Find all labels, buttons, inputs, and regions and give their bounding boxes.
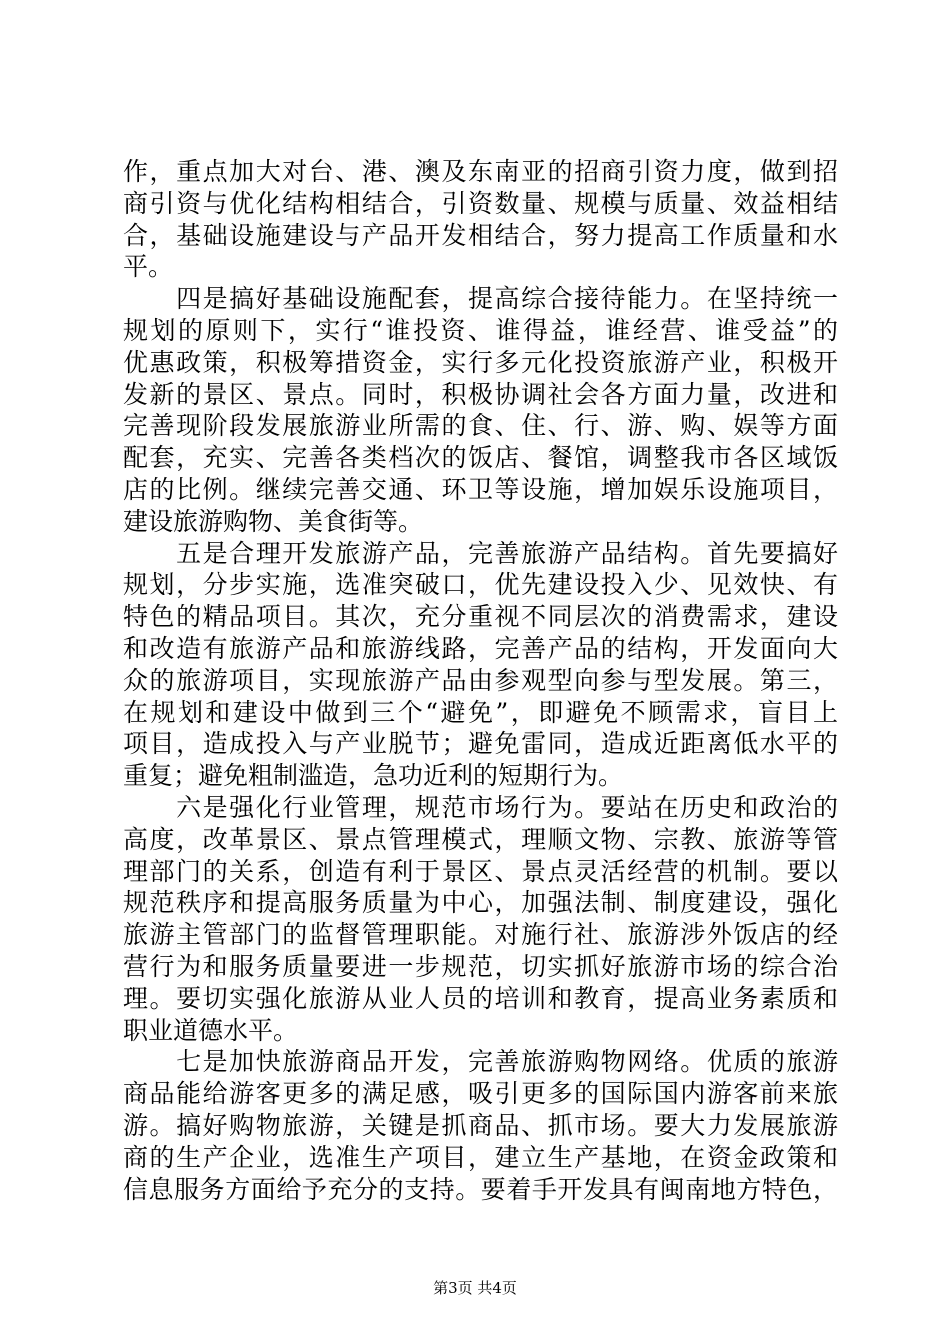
text-line: 商的生产企业，选准生产项目，建立生产基地，在资金政策和: [123, 1142, 838, 1172]
text-line: 六是强化行业管理，规范市场行为。要站在历史和政治的: [123, 792, 838, 822]
text-line: 七是加快旅游商品开发，完善旅游购物网络。优质的旅游: [123, 1047, 838, 1077]
text-line: 完善现阶段发展旅游业所需的食、住、行、游、购、娱等方面: [123, 411, 838, 441]
text-line: 特色的精品项目。其次，充分重视不同层次的消费需求，建设: [123, 602, 838, 632]
text-line: 建设旅游购物、美食街等。: [123, 506, 424, 536]
text-line: 营行为和服务质量要进一步规范，切实抓好旅游市场的综合治: [123, 951, 838, 981]
body-text: [123, 156, 838, 1205]
text-line: 项目，造成投入与产业脱节；避免雷同，造成近距离低水平的: [123, 729, 838, 759]
text-line: 众的旅游项目，实现旅游产品由参观型向参与型发展。第三，: [123, 665, 838, 695]
text-line: 和改造有旅游产品和旅游线路，完善产品的结构，开发面向大: [123, 633, 838, 663]
text-line: 优惠政策，积极筹措资金，实行多元化投资旅游产业，积极开: [123, 347, 838, 377]
text-line: 配套，充实、完善各类档次的饭店、餐馆，调整我市各区域饭: [123, 443, 838, 473]
text-line: 理部门的关系，创造有利于景区、景点灵活经营的机制。要以: [123, 856, 838, 886]
text-line: 理。要切实强化旅游从业人员的培训和教育，提高业务素质和: [123, 983, 838, 1013]
text-line: 职业道德水平。: [123, 1015, 299, 1045]
text-line: 规范秩序和提高服务质量为中心，加强法制、制度建设，强化: [123, 888, 838, 918]
text-line: 规划的原则下，实行“谁投资、谁得益，谁经营、谁受益”的: [123, 315, 838, 345]
text-line: 高度，改革景区、景点管理模式，理顺文物、宗教、旅游等管: [123, 824, 838, 854]
text-line: 发新的景区、景点。同时，积极协调社会各方面力量，改进和: [123, 379, 838, 409]
text-line: 规划，分步实施，选准突破口，优先建设投入少、见效快、有: [123, 570, 838, 600]
text-line: 商品能给游客更多的满足感，吸引更多的国际国内游客前来旅: [123, 1079, 838, 1109]
text-line: 重复；避免粗制滥造，急功近利的短期行为。: [123, 761, 624, 791]
text-line: 店的比例。继续完善交通、环卫等设施，增加娱乐设施项目，: [123, 474, 838, 504]
text-line: 信息服务方面给予充分的支持。要着手开发具有闽南地方特色，: [123, 1174, 838, 1204]
text-line: 五是合理开发旅游产品，完善旅游产品结构。首先要搞好: [123, 538, 838, 568]
text-line: 平。: [123, 252, 174, 282]
text-line: 作，重点加大对台、港、澳及东南亚的招商引资力度，做到招: [123, 157, 838, 186]
text-line: 在规划和建设中做到三个“避免”，即避免不顾需求，盲目上: [123, 697, 838, 727]
text-line: 四是搞好基础设施配套，提高综合接待能力。在坚持统一: [123, 284, 838, 314]
text-line: 旅游主管部门的监督管理职能。对施行社、旅游涉外饭店的经: [123, 920, 838, 950]
page-footer: 第3页 共4页: [433, 1279, 517, 1297]
text-line: 合，基础设施建设与产品开发相结合，努力提高工作质量和水: [123, 220, 838, 250]
text-line: 商引资与优化结构相结合，引资数量、规模与质量、效益相结: [123, 188, 838, 218]
text-line: 游。搞好购物旅游，关键是抓商品、抓市场。要大力发展旅游: [123, 1110, 838, 1140]
